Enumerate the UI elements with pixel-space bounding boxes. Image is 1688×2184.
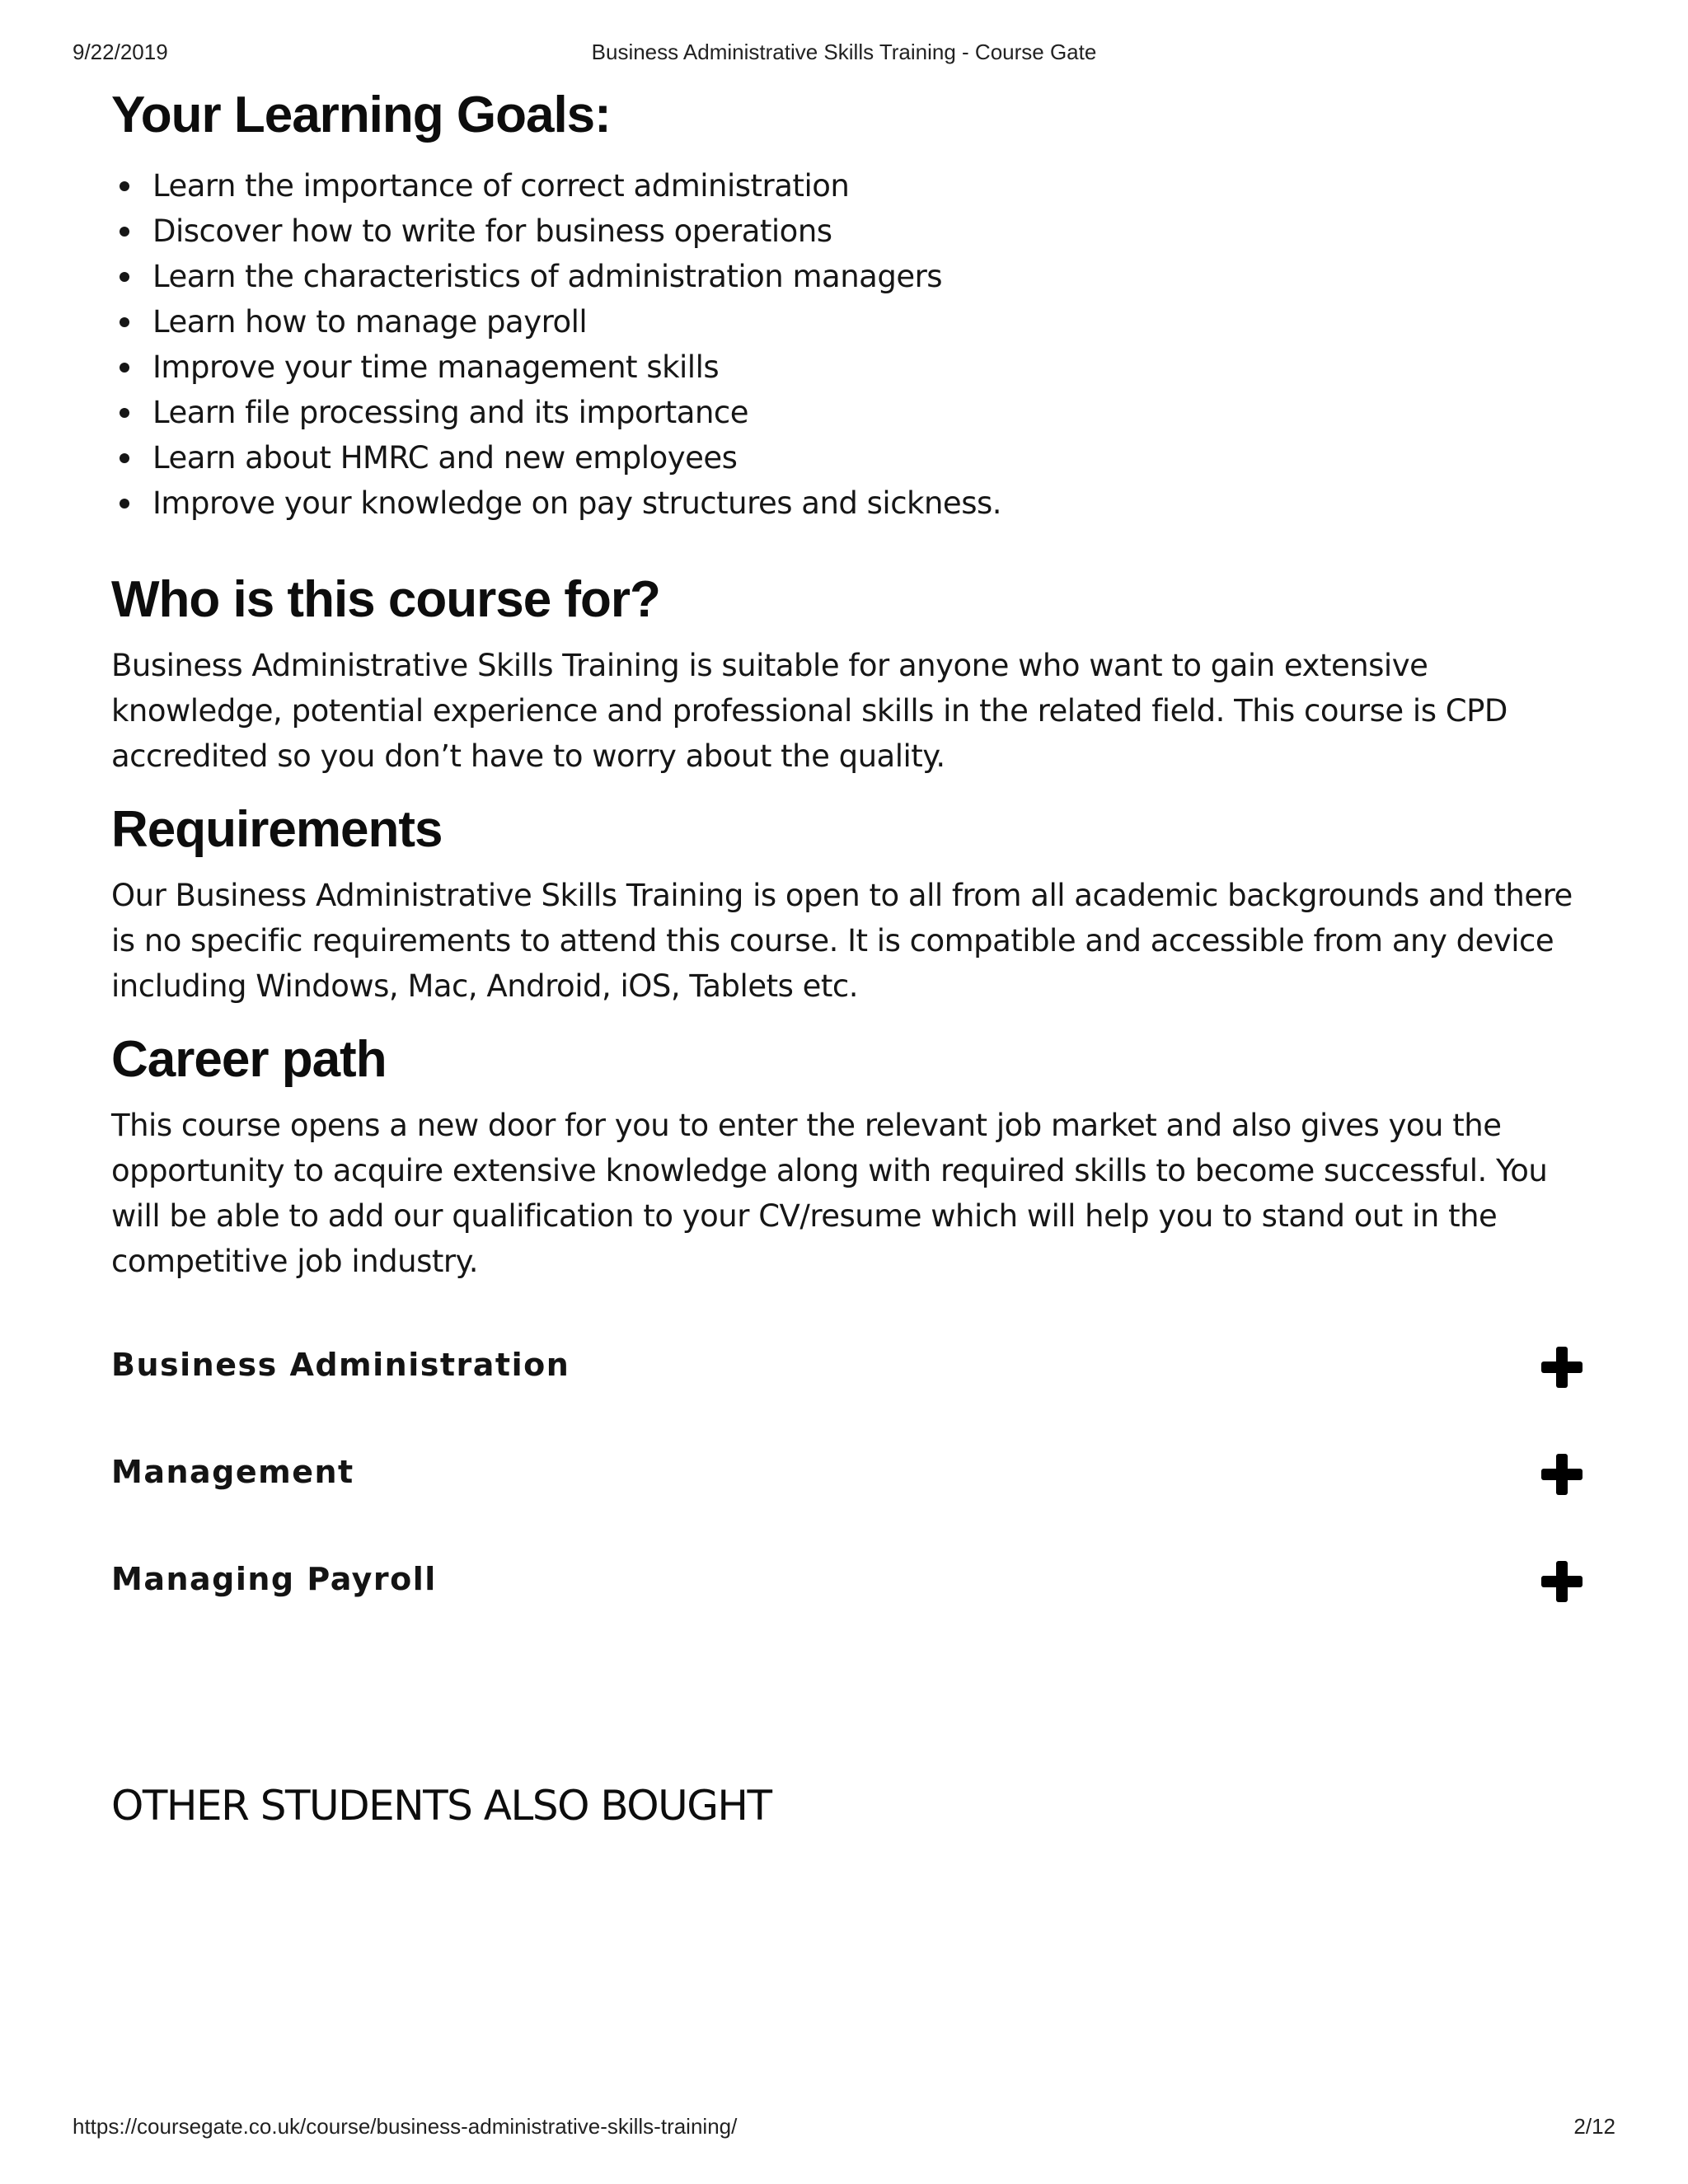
bullet-icon	[120, 272, 129, 282]
accordion-item-business-administration[interactable]	[111, 1315, 1578, 1422]
learning-goals-heading: Your Learning Goals:	[111, 87, 611, 143]
list-item	[111, 344, 1578, 390]
learning-goals-section	[111, 82, 1578, 526]
bullet-icon	[120, 499, 129, 509]
list-item-text: Improve your time management skills	[152, 349, 720, 385]
list-item	[111, 435, 1578, 480]
audience-section	[111, 567, 1578, 779]
list-item-text: Learn the importance of correct administration	[152, 168, 850, 204]
requirements-heading: Requirements	[111, 801, 443, 858]
main-content	[111, 82, 1578, 1835]
course-modules-accordion	[111, 1315, 1578, 1637]
plus-icon[interactable]	[1541, 1561, 1582, 1602]
accordion-item-management[interactable]	[111, 1422, 1578, 1530]
page-number: 2/12	[1573, 2114, 1615, 2139]
list-item-text: Learn the characteristics of administration managers	[152, 259, 943, 294]
accordion-item-managing-payroll[interactable]	[111, 1530, 1578, 1637]
bullet-icon	[120, 227, 129, 237]
career-text: This course opens a new door for you to enter the relevant job market and also gives you the opportunity to acquire extensive knowledge along with required skills to become successful. You will be able to add our qualification to your CV/resume which will help you to stand out in the competitive job industry.	[111, 1108, 1548, 1279]
accordion-item-label: Management	[111, 1454, 354, 1490]
print-page-title: Business Administrative Skills Training - Course Gate	[591, 40, 1097, 64]
print-header	[73, 40, 1615, 68]
list-item-text: Learn about HMRC and new employees	[152, 440, 738, 476]
related-courses-section	[111, 1777, 1578, 1835]
list-item-text: Discover how to write for business operations	[152, 213, 832, 249]
career-section	[111, 1027, 1578, 1284]
bullet-icon	[120, 408, 129, 418]
list-item	[111, 390, 1578, 435]
list-item-text: Learn file processing and its importance	[152, 395, 749, 430]
list-item	[111, 480, 1578, 526]
audience-text: Business Administrative Skills Training is suitable for anyone who want to gain extensive knowledge, potential experience and professional skills in the related field. This course is CPD accredited so you don’t have to worry about the quality.	[111, 648, 1507, 774]
list-item-text: Learn how to manage payroll	[152, 304, 588, 340]
bullet-icon	[120, 181, 129, 191]
page-url: https://coursegate.co.uk/course/business-administrative-skills-training/	[73, 2114, 738, 2139]
bullet-icon	[120, 453, 129, 463]
accordion-item-label: Business Administration	[111, 1347, 570, 1383]
plus-icon[interactable]	[1541, 1347, 1582, 1388]
requirements-text: Our Business Administrative Skills Training is open to all from all academic backgrounds and there is no specific requirements to attend this course. It is compatible and accessible from any device including Windows, Mac, Android, iOS, Tablets etc.	[111, 878, 1573, 1004]
list-item	[111, 299, 1578, 344]
list-item	[111, 254, 1578, 299]
learning-goals-list	[111, 163, 1578, 526]
list-item	[111, 209, 1578, 254]
list-item	[111, 163, 1578, 209]
bullet-icon	[120, 317, 129, 327]
plus-icon[interactable]	[1541, 1454, 1582, 1495]
related-courses-heading: OTHER STUDENTS ALSO BOUGHT	[111, 1782, 771, 1830]
accordion-item-label: Managing Payroll	[111, 1561, 437, 1597]
requirements-section	[111, 797, 1578, 1009]
print-footer	[73, 2114, 1615, 2142]
list-item-text: Improve your knowledge on pay structures and sickness.	[152, 485, 1002, 521]
audience-heading: Who is this course for?	[111, 571, 660, 628]
career-heading: Career path	[111, 1031, 387, 1088]
bullet-icon	[120, 363, 129, 373]
print-date: 9/22/2019	[73, 40, 168, 64]
